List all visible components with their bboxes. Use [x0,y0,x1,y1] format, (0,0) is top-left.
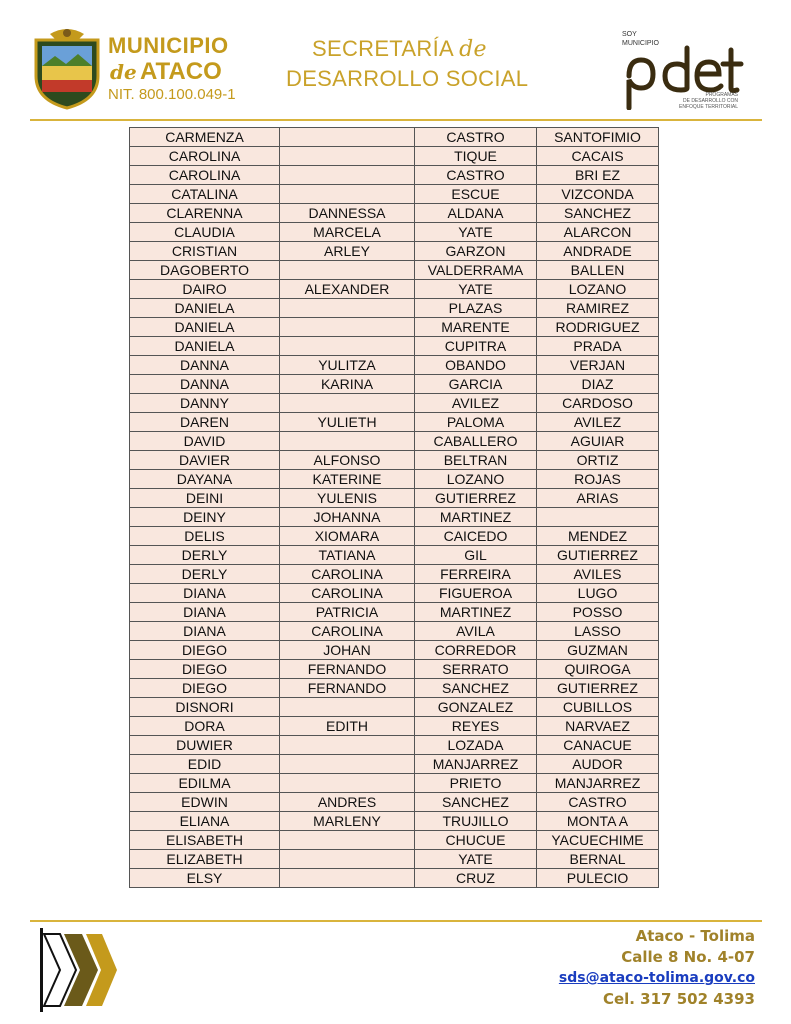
chevron-arrows-icon [38,926,118,1012]
middle-name-cell: FERNANDO [280,660,415,679]
first-name-cell: DAGOBERTO [130,261,280,280]
footer-email-link[interactable]: sds@ataco-tolima.gov.co [558,970,755,986]
surname-cell: GUTIERREZ [415,489,537,508]
footer-contact [559,926,755,1010]
page-header [0,0,791,122]
table-row [130,489,659,508]
surname-cell: FIGUEROA [415,584,537,603]
first-name-cell: ELISABETH [130,831,280,850]
table-row [130,147,659,166]
second-surname-cell: CARDOSO [537,394,659,413]
middle-name-cell: XIOMARA [280,527,415,546]
first-name-cell: CARMENZA [130,128,280,147]
second-surname-cell: LOZANO [537,280,659,299]
second-surname-cell: LUGO [537,584,659,603]
second-surname-cell: CANACUE [537,736,659,755]
surname-cell: MANJARREZ [415,755,537,774]
second-surname-cell: PRADA [537,337,659,356]
second-surname-cell: PULECIO [537,869,659,888]
table-row [130,546,659,565]
municipio-nit: NIT. 800.100.049-1 [108,86,236,103]
second-surname-cell: AGUIAR [537,432,659,451]
first-name-cell: DUWIER [130,736,280,755]
middle-name-cell [280,337,415,356]
table-row [130,850,659,869]
surname-cell: GIL [415,546,537,565]
middle-name-cell: PATRICIA [280,603,415,622]
first-name-cell: DANNA [130,356,280,375]
first-name-cell: CRISTIAN [130,242,280,261]
table-row [130,603,659,622]
second-surname-cell: ANDRADE [537,242,659,261]
middle-name-cell: CAROLINA [280,565,415,584]
surname-cell: BELTRAN [415,451,537,470]
middle-name-cell: KATERINE [280,470,415,489]
first-name-cell: DIEGO [130,679,280,698]
footer-divider [30,920,762,922]
table-row [130,337,659,356]
middle-name-cell [280,774,415,793]
table-row [130,299,659,318]
table-row [130,527,659,546]
footer-city: Ataco - Tolima [635,927,755,945]
first-name-cell: CAROLINA [130,147,280,166]
surname-cell: VALDERRAMA [415,261,537,280]
table-row [130,204,659,223]
second-surname-cell: SANTOFIMIO [537,128,659,147]
first-name-cell: CLARENNA [130,204,280,223]
second-surname-cell: ALARCON [537,223,659,242]
first-name-cell: DORA [130,717,280,736]
second-surname-cell: MENDEZ [537,527,659,546]
surname-cell: CASTRO [415,128,537,147]
middle-name-cell: EDITH [280,717,415,736]
middle-name-cell: FERNANDO [280,679,415,698]
surname-cell: CHUCUE [415,831,537,850]
second-surname-cell: ORTIZ [537,451,659,470]
middle-name-cell: ANDRES [280,793,415,812]
middle-name-cell: YULITZA [280,356,415,375]
municipio-de: de [110,60,137,84]
second-surname-cell [537,508,659,527]
secretaria-title [312,36,487,62]
middle-name-cell: JOHANNA [280,508,415,527]
middle-name-cell: ARLEY [280,242,415,261]
middle-name-cell [280,147,415,166]
first-name-cell: DELIS [130,527,280,546]
second-surname-cell: RODRIGUEZ [537,318,659,337]
second-surname-cell: SANCHEZ [537,204,659,223]
table-row [130,736,659,755]
second-surname-cell: CACAIS [537,147,659,166]
footer-address: Calle 8 No. 4-07 [621,948,755,966]
first-name-cell: DIEGO [130,641,280,660]
surname-cell: PRIETO [415,774,537,793]
table-row [130,242,659,261]
middle-name-cell [280,831,415,850]
second-surname-cell: AVILEZ [537,413,659,432]
surname-cell: LOZANO [415,470,537,489]
table-row [130,717,659,736]
middle-name-cell: YULIETH [280,413,415,432]
table-row [130,470,659,489]
table-row [130,318,659,337]
first-name-cell: EDWIN [130,793,280,812]
first-name-cell: DANIELA [130,337,280,356]
second-surname-cell: MONTA A [537,812,659,831]
first-name-cell: ELIZABETH [130,850,280,869]
second-surname-cell: POSSO [537,603,659,622]
surname-cell: ESCUE [415,185,537,204]
first-name-cell: EDID [130,755,280,774]
middle-name-cell [280,318,415,337]
first-name-cell: DANIELA [130,318,280,337]
table-row [130,128,659,147]
second-surname-cell: QUIROGA [537,660,659,679]
table-row [130,660,659,679]
table-row [130,451,659,470]
table-row [130,413,659,432]
secretaria-de: de [459,37,487,62]
middle-name-cell [280,736,415,755]
second-surname-cell: VERJAN [537,356,659,375]
second-surname-cell: CASTRO [537,793,659,812]
table-row [130,280,659,299]
table-row [130,679,659,698]
surname-cell: CASTRO [415,166,537,185]
middle-name-cell [280,166,415,185]
second-surname-cell: YACUECHIME [537,831,659,850]
surname-cell: MARTINEZ [415,508,537,527]
surname-cell: PLAZAS [415,299,537,318]
middle-name-cell: KARINA [280,375,415,394]
second-surname-cell: GUTIERREZ [537,679,659,698]
municipio-ataco: ATACO [140,58,222,85]
surname-cell: GONZALEZ [415,698,537,717]
first-name-cell: DERLY [130,546,280,565]
first-name-cell: DEINY [130,508,280,527]
first-name-cell: DEINI [130,489,280,508]
second-surname-cell: AUDOR [537,755,659,774]
middle-name-cell [280,432,415,451]
first-name-cell: DAREN [130,413,280,432]
first-name-cell: DAIRO [130,280,280,299]
surname-cell: TRUJILLO [415,812,537,831]
second-surname-cell: BALLEN [537,261,659,280]
footer-phone: Cel. 317 502 4393 [602,990,755,1008]
second-surname-cell: DIAZ [537,375,659,394]
surname-cell: TIQUE [415,147,537,166]
surname-cell: YATE [415,280,537,299]
surname-cell: PALOMA [415,413,537,432]
second-surname-cell: GUZMAN [537,641,659,660]
pdet-soy: SOY [622,31,637,38]
pdet-caption [668,92,738,110]
table-row [130,394,659,413]
table-row [130,774,659,793]
second-surname-cell: BRI EZ [537,166,659,185]
surname-cell: SANCHEZ [415,793,537,812]
first-name-cell: ELSY [130,869,280,888]
second-surname-cell: RAMIREZ [537,299,659,318]
table-row [130,223,659,242]
middle-name-cell [280,261,415,280]
table-row [130,166,659,185]
first-name-cell: DIANA [130,603,280,622]
first-name-cell: DAVID [130,432,280,451]
surname-cell: SERRATO [415,660,537,679]
pdet-caption-line: PROGRAMAS [705,92,738,98]
first-name-cell: DIANA [130,584,280,603]
surname-cell: YATE [415,850,537,869]
surname-cell: CUPITRA [415,337,537,356]
surname-cell: CAICEDO [415,527,537,546]
surname-cell: OBANDO [415,356,537,375]
names-table [129,127,659,888]
middle-name-cell [280,128,415,147]
table-row [130,869,659,888]
surname-cell: GARCIA [415,375,537,394]
header-divider [30,119,762,121]
middle-name-cell [280,394,415,413]
first-name-cell: DERLY [130,565,280,584]
table-row [130,812,659,831]
surname-cell: CRUZ [415,869,537,888]
second-surname-cell: MANJARREZ [537,774,659,793]
pdet-municipio: MUNICIPIO [622,40,659,47]
table-row [130,185,659,204]
first-name-cell: DIANA [130,622,280,641]
surname-cell: CABALLERO [415,432,537,451]
first-name-cell: DAVIER [130,451,280,470]
middle-name-cell [280,869,415,888]
middle-name-cell [280,755,415,774]
second-surname-cell: NARVAEZ [537,717,659,736]
first-name-cell: DANIELA [130,299,280,318]
first-name-cell: DAYANA [130,470,280,489]
surname-cell: REYES [415,717,537,736]
first-name-cell: CAROLINA [130,166,280,185]
second-surname-cell: CUBILLOS [537,698,659,717]
pdet-caption-line: DE DESARROLLO CON [682,98,738,104]
middle-name-cell: CAROLINA [280,584,415,603]
middle-name-cell: TATIANA [280,546,415,565]
middle-name-cell: ALEXANDER [280,280,415,299]
table-row [130,755,659,774]
secretaria-word: SECRETARÍA [312,36,453,61]
middle-name-cell: MARLENY [280,812,415,831]
middle-name-cell [280,299,415,318]
table-row [130,793,659,812]
second-surname-cell: AVILES [537,565,659,584]
second-surname-cell: LASSO [537,622,659,641]
table-row [130,622,659,641]
surname-cell: SANCHEZ [415,679,537,698]
first-name-cell: DANNA [130,375,280,394]
first-name-cell: CLAUDIA [130,223,280,242]
surname-cell: LOZADA [415,736,537,755]
pdet-caption-line: ENFOQUE TERRITORIAL [679,104,738,110]
table-row [130,641,659,660]
middle-name-cell: ALFONSO [280,451,415,470]
middle-name-cell: CAROLINA [280,622,415,641]
table-row [130,432,659,451]
second-surname-cell: BERNAL [537,850,659,869]
first-name-cell: CATALINA [130,185,280,204]
surname-cell: FERREIRA [415,565,537,584]
middle-name-cell: MARCELA [280,223,415,242]
middle-name-cell: JOHAN [280,641,415,660]
surname-cell: MARTINEZ [415,603,537,622]
municipal-shield-icon [30,26,104,110]
table-row [130,831,659,850]
middle-name-cell [280,850,415,869]
surname-cell: ALDANA [415,204,537,223]
table-row [130,356,659,375]
surname-cell: YATE [415,223,537,242]
middle-name-cell: YULENIS [280,489,415,508]
surname-cell: AVILA [415,622,537,641]
surname-cell: MARENTE [415,318,537,337]
second-surname-cell: ROJAS [537,470,659,489]
secretaria-subtitle: DESARROLLO SOCIAL [286,66,529,91]
second-surname-cell: VIZCONDA [537,185,659,204]
table-row [130,508,659,527]
first-name-cell: DIEGO [130,660,280,679]
table-row [130,698,659,717]
names-table-body [130,128,659,888]
middle-name-cell [280,698,415,717]
middle-name-cell [280,185,415,204]
first-name-cell: DISNORI [130,698,280,717]
first-name-cell: ELIANA [130,812,280,831]
first-name-cell: DANNY [130,394,280,413]
table-row [130,261,659,280]
surname-cell: GARZON [415,242,537,261]
table-row [130,375,659,394]
first-name-cell: EDILMA [130,774,280,793]
municipio-title: MUNICIPIO [108,33,229,58]
middle-name-cell: DANNESSA [280,204,415,223]
table-row [130,565,659,584]
second-surname-cell: GUTIERREZ [537,546,659,565]
surname-cell: AVILEZ [415,394,537,413]
second-surname-cell: ARIAS [537,489,659,508]
table-row [130,584,659,603]
surname-cell: CORREDOR [415,641,537,660]
